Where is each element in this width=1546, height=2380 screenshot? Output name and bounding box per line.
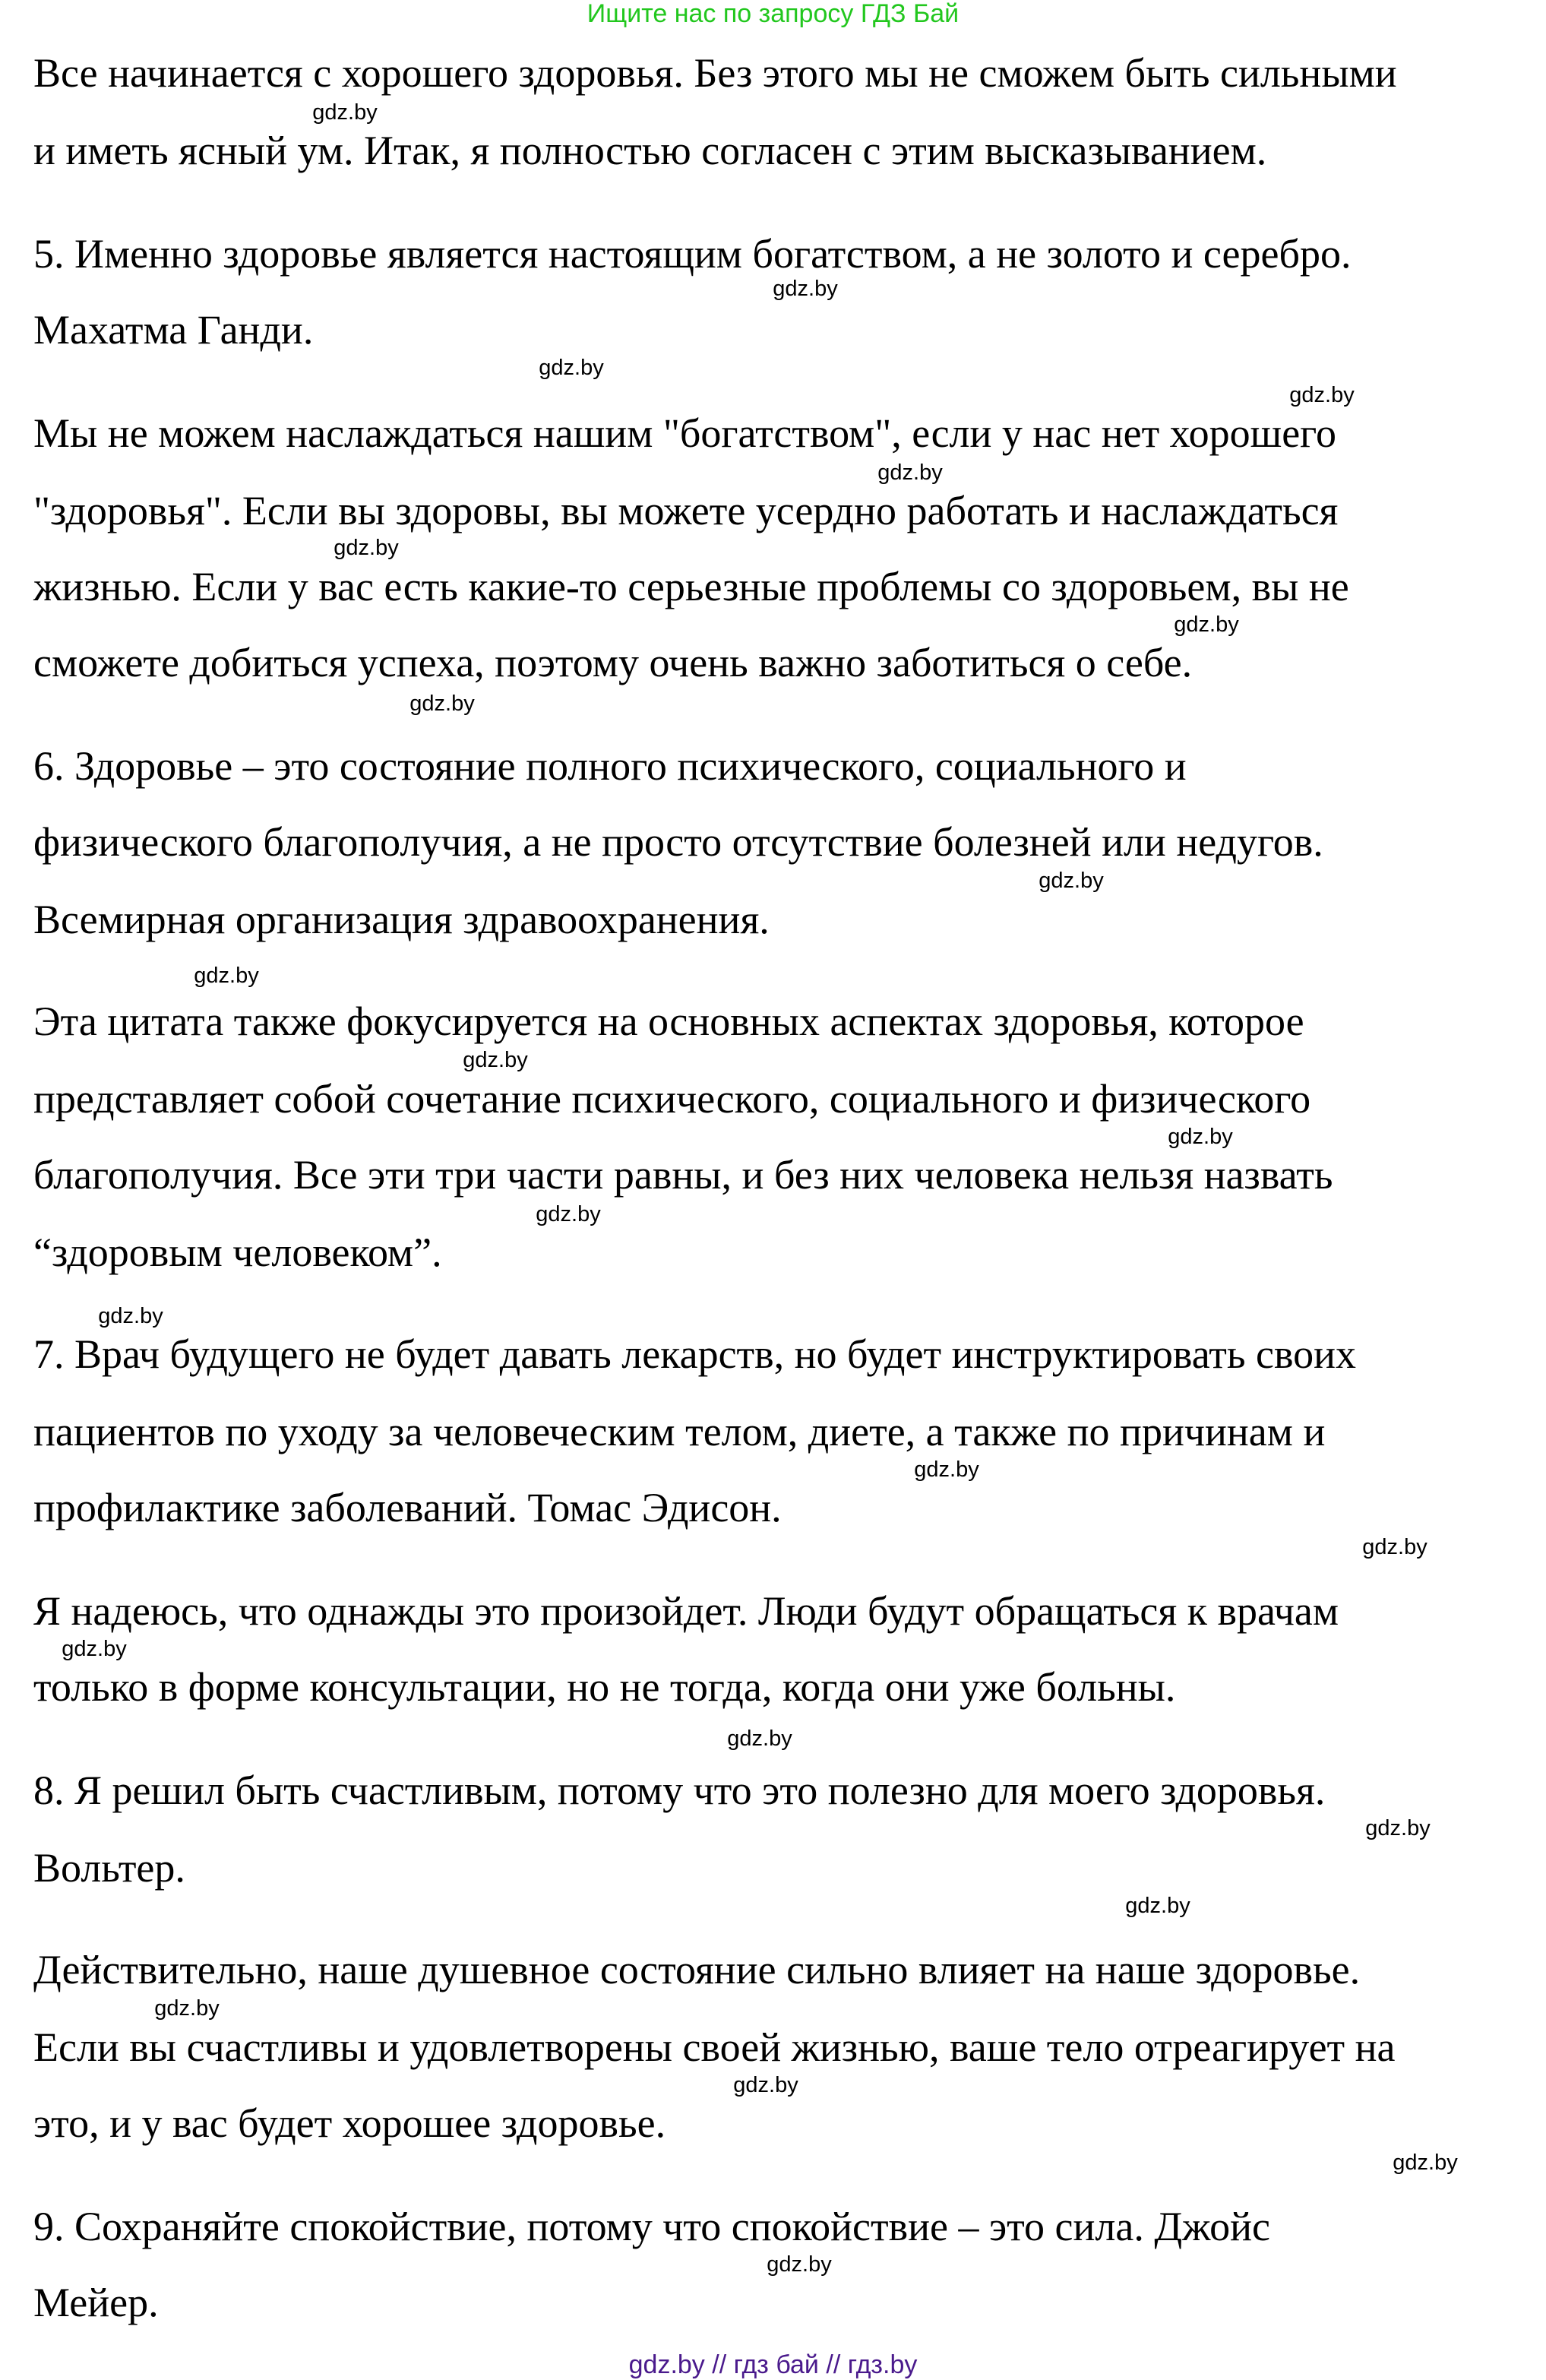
text-line: Махатма Ганди. [33, 307, 314, 353]
watermark: gdz.by [409, 692, 475, 716]
footer-banner: gdz.by // гдз бай // гдз.by [628, 2350, 918, 2379]
text-line: 5. Именно здоровье является настоящим богатством, а не золото и серебро. [33, 231, 1352, 277]
text-line: Мейер. [33, 2280, 159, 2325]
text-line: 9. Сохраняйте спокойствие, потому что спокойствие – это сила. Джойс [33, 2204, 1270, 2249]
text-line: Всемирная организация здравоохранения. [33, 897, 770, 942]
text-line: 8. Я решил быть счастливым, потому что это полезно для моего здоровья. [33, 1768, 1326, 1813]
text-line: пациентов по уходу за человеческим телом, диете, а также по причинам и [33, 1409, 1326, 1454]
watermark: gdz.by [727, 1726, 792, 1751]
watermark: gdz.by [1168, 1125, 1233, 1149]
text-line: Действительно, наше душевное состояние сильно влияет на наше здоровье. [33, 1947, 1361, 1992]
text-line: Все начинается с хорошего здоровья. Без этого мы не сможем быть сильными [33, 50, 1397, 96]
watermark: gdz.by [62, 1637, 127, 1661]
text-line: Вольтер. [33, 1845, 185, 1891]
watermark: gdz.by [1174, 612, 1239, 637]
text-line: жизнью. Если у вас есть какие-то серьезные проблемы со здоровьем, вы не [33, 564, 1349, 609]
text-line: “здоровым человеком”. [33, 1230, 442, 1275]
text-line: Эта цитата также фокусируется на основных аспектах здоровья, которое [33, 999, 1304, 1044]
text-line: 6. Здоровье – это состояние полного психического, социального и [33, 743, 1187, 789]
text-line: профилактике заболеваний. Томас Эдисон. [33, 1485, 782, 1530]
watermark: gdz.by [1365, 1816, 1431, 1840]
text-line: сможете добиться успеха, поэтому очень важно заботиться о себе. [33, 640, 1193, 685]
watermark: gdz.by [536, 1202, 601, 1226]
watermark: gdz.by [773, 277, 838, 301]
header-banner: Ищите нас по запросу ГДЗ Бай [586, 0, 960, 28]
text-line: благополучия. Все эти три части равны, и без них человека нельзя назвать [33, 1152, 1333, 1198]
text-line: Я надеюсь, что однажды это произойдет. Люди будут обращаться к врачам [33, 1588, 1339, 1634]
text-line: "здоровья". Если вы здоровы, вы можете усердно работать и наслаждаться [33, 488, 1339, 533]
text-line: это, и у вас будет хорошее здоровье. [33, 2100, 666, 2146]
text-line: только в форме консультации, но не тогда, когда они уже больны. [33, 1664, 1176, 1710]
watermark: gdz.by [914, 1457, 979, 1482]
watermark: gdz.by [463, 1048, 528, 1072]
text-line: 7. Врач будущего не будет давать лекарств, но будет инструктировать своих [33, 1331, 1356, 1377]
watermark: gdz.by [312, 100, 378, 125]
text-line: Мы не можем наслаждаться нашим "богатством", если у нас нет хорошего [33, 410, 1336, 456]
watermark: gdz.by [154, 1996, 220, 2021]
watermark: gdz.by [1125, 1894, 1190, 1918]
watermark: gdz.by [767, 2252, 832, 2277]
text-line: физического благополучия, а не просто отсутствие болезней или недугов. [33, 819, 1323, 865]
watermark: gdz.by [334, 536, 399, 560]
watermark: gdz.by [1289, 383, 1355, 407]
watermark: gdz.by [539, 356, 604, 380]
watermark: gdz.by [1362, 1535, 1427, 1559]
watermark: gdz.by [733, 2073, 798, 2097]
text-line: представляет собой сочетание психического, социального и физического [33, 1076, 1311, 1122]
watermark: gdz.by [98, 1304, 163, 1328]
watermark: gdz.by [877, 460, 943, 485]
watermark: gdz.by [194, 964, 259, 988]
watermark: gdz.by [1393, 2151, 1458, 2175]
watermark: gdz.by [1039, 869, 1104, 893]
text-line: Если вы счастливы и удовлетворены своей жизнью, ваше тело отреагирует на [33, 2024, 1396, 2070]
text-line: и иметь ясный ум. Итак, я полностью согласен с этим высказыванием. [33, 128, 1267, 173]
